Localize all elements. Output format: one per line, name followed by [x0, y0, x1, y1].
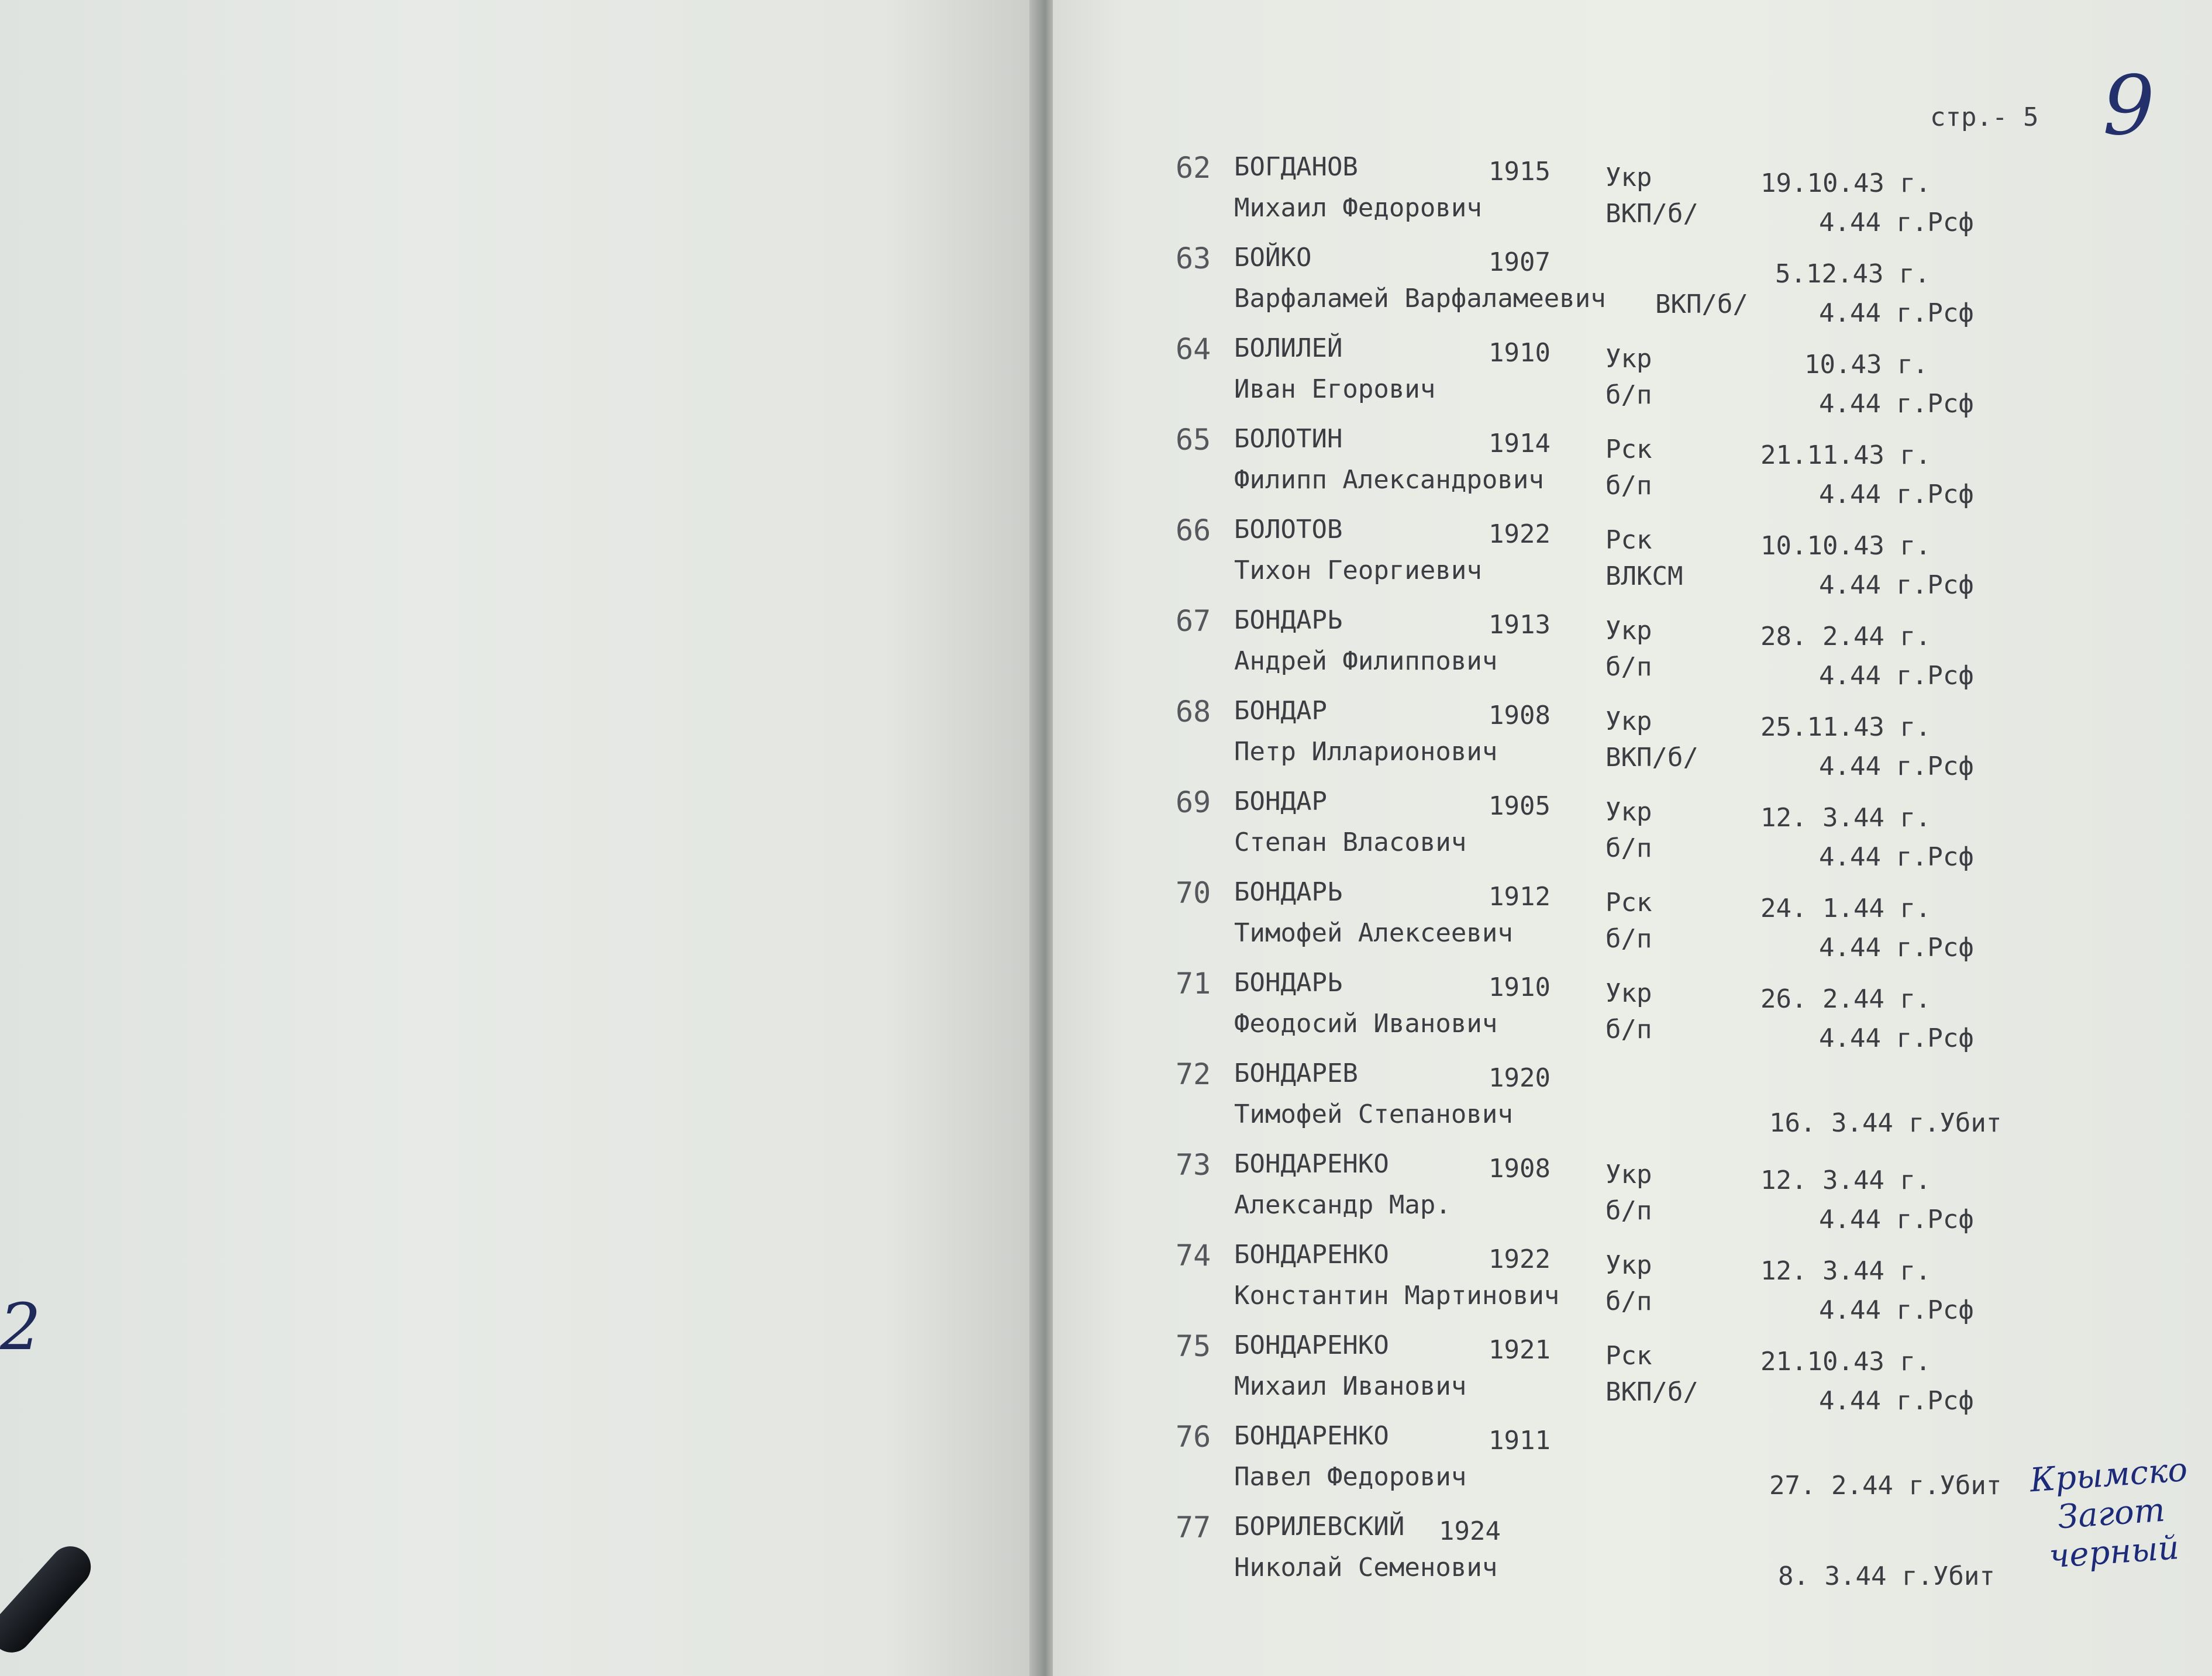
record-surname: БОНДАРЕВ: [1234, 1058, 1358, 1088]
record-nationality: Укр: [1605, 978, 1652, 1008]
record-row: [0, 237, 2212, 330]
record-surname: БОНДАР: [1234, 696, 1327, 726]
record-row: [0, 781, 2212, 874]
record-name: Александр Мар.: [1234, 1190, 1451, 1220]
record-surname: БОНДАРЕНКО: [1234, 1149, 1389, 1179]
record-status: 4.44 г.Рсф: [1819, 1386, 1974, 1416]
record-row: [0, 871, 2212, 965]
record-number: 74: [1176, 1239, 1211, 1272]
record-name: Тихон Георгиевич: [1234, 556, 1482, 585]
record-name: Тимофей Степанович: [1234, 1099, 1513, 1129]
record-name: Петр Илларионович: [1234, 737, 1498, 767]
record-nationality: Укр: [1605, 1250, 1652, 1280]
record-year: 1910: [1489, 338, 1551, 368]
record-date: 5.12.43 г.: [1775, 259, 1930, 289]
record-status: 4.44 г.Рсф: [1819, 661, 1974, 691]
record-date: 21.10.43 г.: [1760, 1347, 1931, 1377]
record-nationality: Укр: [1605, 344, 1652, 374]
record-status: 4.44 г.Рсф: [1819, 389, 1974, 419]
record-row: [0, 599, 2212, 693]
record-status: 4.44 г.Рсф: [1819, 1205, 1974, 1234]
record-number: 76: [1176, 1420, 1211, 1454]
record-number: 75: [1176, 1329, 1211, 1363]
record-nationality: Рск: [1605, 525, 1652, 555]
record-date: 12. 3.44 г.: [1760, 803, 1931, 833]
record-number: 73: [1176, 1148, 1211, 1182]
record-status: 4.44 г.Рсф: [1819, 842, 1974, 872]
record-nationality: Укр: [1605, 797, 1652, 827]
record-name: Варфаламей Варфаламеевич: [1234, 284, 1606, 313]
record-name: Михаил Иванович: [1234, 1371, 1467, 1401]
record-row: [0, 1143, 2212, 1237]
record-number: 69: [1176, 785, 1211, 819]
record-party: ВКП/б/: [1605, 743, 1698, 773]
record-surname: БОНДАРЕНКО: [1234, 1421, 1389, 1451]
record-nationality: Укр: [1605, 706, 1652, 736]
record-date: 26. 2.44 г.: [1760, 984, 1931, 1014]
record-year: 1908: [1489, 1154, 1551, 1184]
record-nationality: Укр: [1605, 616, 1652, 646]
record-row: [0, 1053, 2212, 1146]
record-surname: БОНДАР: [1234, 787, 1327, 816]
record-row: [0, 1234, 2212, 1327]
record-number: 67: [1176, 604, 1211, 638]
record-nationality: Рск: [1605, 434, 1652, 464]
record-number: 77: [1176, 1511, 1211, 1544]
record-party: ВКП/б/: [1605, 1377, 1698, 1407]
record-name: Феодосий Иванович: [1234, 1009, 1498, 1039]
record-status: 4.44 г.Рсф: [1819, 570, 1974, 600]
record-date: 19.10.43 г.: [1760, 168, 1931, 198]
record-year: 1920: [1489, 1063, 1551, 1093]
record-name: Филипп Александрович: [1234, 465, 1544, 495]
record-number: 64: [1176, 332, 1211, 366]
record-party: б/п: [1605, 1196, 1652, 1226]
record-surname: БОЛИЛЕЙ: [1234, 333, 1343, 363]
record-year: 1912: [1489, 882, 1551, 912]
folio-number: 9: [2103, 58, 2155, 154]
record-year: 1910: [1489, 973, 1551, 1002]
record-row: [0, 418, 2212, 512]
record-year: 1922: [1489, 1244, 1551, 1274]
record-number: 66: [1176, 513, 1211, 547]
record-party: б/п: [1605, 380, 1652, 410]
record-status: 4.44 г.Рсф: [1819, 298, 1974, 328]
record-status: 8. 3.44 г.Убит: [1778, 1561, 1995, 1591]
record-nationality: Рск: [1605, 888, 1652, 918]
record-year: 1914: [1489, 429, 1551, 458]
record-date: 24. 1.44 г.: [1760, 894, 1931, 923]
record-row: [0, 146, 2212, 240]
record-date: 10.43 г.: [1804, 350, 1928, 380]
record-number: 65: [1176, 423, 1211, 457]
record-surname: БОЛОТИН: [1234, 424, 1343, 454]
record-row: [0, 509, 2212, 602]
record-year: 1911: [1489, 1426, 1551, 1456]
record-name: Андрей Филиппович: [1234, 646, 1498, 676]
record-surname: БОЛОТОВ: [1234, 515, 1343, 544]
record-nationality: Рск: [1605, 1341, 1652, 1371]
record-date: 28. 2.44 г.: [1760, 622, 1931, 651]
record-party: ВЛКСМ: [1605, 561, 1683, 591]
record-name: Михаил Федорович: [1234, 193, 1482, 223]
record-year: 1921: [1489, 1335, 1551, 1365]
record-row: [0, 327, 2212, 421]
record-row: [0, 962, 2212, 1056]
record-row: [0, 1506, 2212, 1599]
handwritten-note: [2008, 1449, 2212, 1578]
record-year: 1924: [1439, 1516, 1501, 1546]
record-surname: БОЙКО: [1234, 243, 1312, 273]
record-nationality: Укр: [1605, 163, 1652, 192]
record-year: 1907: [1489, 247, 1551, 277]
record-number: 62: [1176, 151, 1211, 185]
record-party: б/п: [1605, 471, 1652, 501]
note-line: Крымско: [2028, 1450, 2189, 1500]
record-row: [0, 1415, 2212, 1509]
record-nationality: Укр: [1605, 1160, 1652, 1189]
record-party: б/п: [1605, 1287, 1652, 1316]
record-surname: БОНДАРЕНКО: [1234, 1330, 1389, 1360]
record-number: 63: [1176, 242, 1211, 275]
record-surname: БОНДАРЬ: [1234, 605, 1343, 635]
record-surname: БОРИЛЕВСКИЙ: [1234, 1512, 1405, 1541]
record-year: 1905: [1489, 791, 1551, 821]
record-row: [0, 1325, 2212, 1418]
record-surname: БОНДАРЬ: [1234, 968, 1343, 998]
record-name: Николай Семенович: [1234, 1553, 1498, 1582]
record-status: 4.44 г.Рсф: [1819, 933, 1974, 963]
record-party: ВКП/б/: [1655, 289, 1748, 319]
record-status: 4.44 г.Рсф: [1819, 1023, 1974, 1053]
record-name: Степан Власович: [1234, 827, 1467, 857]
record-surname: БОНДАРЕНКО: [1234, 1240, 1389, 1270]
record-year: 1913: [1489, 610, 1551, 640]
record-party: б/п: [1605, 1015, 1652, 1044]
note-line: черный: [2048, 1529, 2180, 1576]
record-year: 1915: [1489, 157, 1551, 187]
record-number: 70: [1176, 876, 1211, 910]
record-status: 27. 2.44 г.Убит: [1769, 1471, 2002, 1501]
record-surname: БОГДАНОВ: [1234, 152, 1358, 182]
record-date: 12. 3.44 г.: [1760, 1256, 1931, 1286]
record-status: 4.44 г.Рсф: [1819, 751, 1974, 781]
record-number: 72: [1176, 1057, 1211, 1091]
record-year: 1922: [1489, 519, 1551, 549]
record-status: 16. 3.44 г.Убит: [1769, 1108, 2002, 1138]
record-name: Тимофей Алексеевич: [1234, 918, 1513, 948]
record-name: Иван Егорович: [1234, 374, 1436, 404]
record-party: б/п: [1605, 833, 1652, 863]
record-name: Константин Мартинович: [1234, 1281, 1560, 1311]
record-date: 10.10.43 г.: [1760, 531, 1931, 561]
record-row: [0, 690, 2212, 784]
record-status: 4.44 г.Рсф: [1819, 208, 1974, 237]
record-number: 71: [1176, 967, 1211, 1001]
record-status: 4.44 г.Рсф: [1819, 480, 1974, 509]
record-date: 12. 3.44 г.: [1760, 1165, 1931, 1195]
margin-mark: 2: [0, 1289, 41, 1364]
record-party: б/п: [1605, 924, 1652, 954]
record-date: 21.11.43 г.: [1760, 440, 1931, 470]
record-status: 4.44 г.Рсф: [1819, 1295, 1974, 1325]
record-name: Павел Федорович: [1234, 1462, 1467, 1492]
record-surname: БОНДАРЬ: [1234, 877, 1343, 907]
record-party: ВКП/б/: [1605, 199, 1698, 229]
note-line: Загот: [2056, 1491, 2166, 1537]
record-date: 25.11.43 г.: [1760, 712, 1931, 742]
record-number: 68: [1176, 695, 1211, 729]
page-label: стр.- 5: [1930, 102, 2039, 132]
record-party: б/п: [1605, 652, 1652, 682]
record-year: 1908: [1489, 701, 1551, 730]
